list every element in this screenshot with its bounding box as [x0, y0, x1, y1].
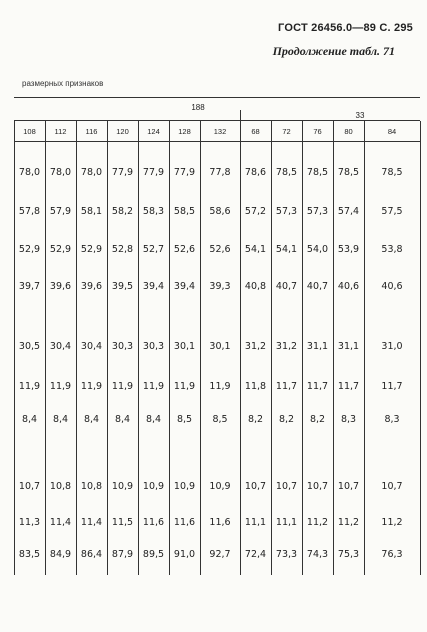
table-cell: 53,9: [337, 244, 360, 255]
table-cell: 10,7: [275, 481, 298, 492]
table-cell: 58,3: [142, 206, 165, 217]
table-cell: 78,0: [49, 167, 72, 178]
table-cell: 73,3: [275, 549, 298, 560]
table-cell: 58,1: [80, 206, 103, 217]
table-cell: 11,7: [275, 381, 298, 392]
table-top-rule: [14, 97, 420, 98]
column-divider: [420, 121, 421, 575]
table-cell: 77,8: [209, 167, 231, 178]
table-cell: 11,2: [381, 517, 403, 528]
table-cell: 52,6: [173, 244, 196, 255]
table-cell: 52,6: [209, 244, 231, 255]
table-cell: 87,9: [111, 549, 134, 560]
table-cell: 8,3: [340, 414, 357, 425]
table-cell: 8,2: [309, 414, 326, 425]
table-cell: 31,1: [306, 341, 329, 352]
table-cell: 78,5: [337, 167, 360, 178]
table-cell: 10,7: [244, 481, 267, 492]
table-cell: 92,7: [209, 549, 231, 560]
table-cell: 11,5: [111, 517, 134, 528]
table-cell: 11,9: [142, 381, 165, 392]
column-header-84: 84: [387, 127, 397, 136]
table-cell: 31,2: [275, 341, 298, 352]
table-cell: 78,6: [244, 167, 267, 178]
table-cell: 77,9: [142, 167, 165, 178]
table-cell: 39,4: [173, 281, 196, 292]
standard-header: ГОСТ 26456.0—89 С. 295: [278, 22, 413, 34]
table-cell: 8,4: [114, 414, 131, 425]
table-cell: 39,3: [209, 281, 231, 292]
table-cell: 74,3: [306, 549, 329, 560]
table-cell: 86,4: [80, 549, 103, 560]
table-cell: 54,1: [275, 244, 298, 255]
table-cell: 31,0: [381, 341, 403, 352]
table-continuation-title: Продолжение табл. 71: [272, 44, 395, 58]
table-cell: 11,7: [337, 381, 360, 392]
table-cell: 77,9: [173, 167, 196, 178]
table-cell: 10,9: [209, 481, 231, 492]
table-cell: 40,6: [381, 281, 403, 292]
table-cell: 58,5: [173, 206, 196, 217]
table-cell: 10,7: [18, 481, 41, 492]
table-cell: 11,6: [209, 517, 231, 528]
table-cell: 39,7: [18, 281, 41, 292]
table-cell: 30,1: [173, 341, 196, 352]
table-cell: 30,3: [142, 341, 165, 352]
table-cell: 11,4: [80, 517, 103, 528]
table-cell: 83,5: [18, 549, 41, 560]
column-header-112: 112: [54, 127, 67, 136]
table-cell: 53,8: [381, 244, 403, 255]
table-cell: 52,7: [142, 244, 165, 255]
table-cell: 8,4: [145, 414, 162, 425]
table-cell: 8,4: [83, 414, 100, 425]
table-cell: 11,9: [18, 381, 41, 392]
table-cell: 77,9: [111, 167, 134, 178]
column-header-80: 80: [344, 127, 353, 136]
table-cell: 57,5: [381, 206, 403, 217]
table-cell: 30,4: [80, 341, 103, 352]
group-header-rule-left: [14, 120, 240, 121]
table-cell: 78,5: [306, 167, 329, 178]
table-cell: 11,9: [49, 381, 72, 392]
table-cell: 57,2: [244, 206, 267, 217]
table-cell: 58,2: [111, 206, 134, 217]
table-cell: 39,4: [142, 281, 165, 292]
column-header-124: 124: [147, 127, 160, 136]
table-cell: 57,9: [49, 206, 72, 217]
table-cell: 30,5: [18, 341, 41, 352]
table-cell: 8,5: [212, 414, 228, 425]
column-header-rule: [14, 141, 420, 142]
table-cell: 57,8: [18, 206, 41, 217]
table-cell: 8,5: [176, 414, 193, 425]
table-cell: 11,2: [306, 517, 329, 528]
table-cell: 30,3: [111, 341, 134, 352]
table-cell: 57,4: [337, 206, 360, 217]
table-cell: 10,7: [306, 481, 329, 492]
table-caption: размерных признаков: [22, 79, 104, 88]
table-cell: 10,9: [173, 481, 196, 492]
table-cell: 39,6: [80, 281, 103, 292]
group-label-33: 33: [355, 111, 365, 120]
table-cell: 78,5: [381, 167, 403, 178]
table-cell: 11,3: [18, 517, 41, 528]
table-cell: 31,1: [337, 341, 360, 352]
table-cell: 52,9: [49, 244, 72, 255]
table-cell: 89,5: [142, 549, 165, 560]
table-cell: 10,9: [142, 481, 165, 492]
group-header-rule: [240, 120, 420, 121]
table-cell: 11,9: [209, 381, 231, 392]
table-cell: 11,8: [244, 381, 267, 392]
table-cell: 11,9: [80, 381, 103, 392]
table-cell: 75,3: [337, 549, 360, 560]
table-cell: 39,5: [111, 281, 134, 292]
column-header-128: 128: [178, 127, 191, 136]
table-cell: 30,1: [209, 341, 231, 352]
table-cell: 40,7: [275, 281, 298, 292]
table-cell: 10,7: [381, 481, 403, 492]
table-cell: 57,3: [275, 206, 298, 217]
table-cell: 78,5: [275, 167, 298, 178]
table-cell: 52,9: [80, 244, 103, 255]
table-cell: 8,2: [278, 414, 295, 425]
table-cell: 40,8: [244, 281, 267, 292]
column-header-72: 72: [282, 127, 291, 136]
table-cell: 11,7: [381, 381, 403, 392]
table-cell: 11,6: [173, 517, 196, 528]
table-cell: 10,9: [111, 481, 134, 492]
column-header-116: 116: [85, 127, 98, 136]
table-cell: 11,7: [306, 381, 329, 392]
column-header-76: 76: [313, 127, 322, 136]
table-cell: 11,4: [49, 517, 72, 528]
table-cell: 11,6: [142, 517, 165, 528]
table-cell: 11,2: [337, 517, 360, 528]
table-cell: 39,6: [49, 281, 72, 292]
table-cell: 54,0: [306, 244, 329, 255]
table-cell: 10,8: [80, 481, 103, 492]
column-header-68: 68: [251, 127, 260, 136]
table-cell: 72,4: [244, 549, 267, 560]
table-cell: 54,1: [244, 244, 267, 255]
table-cell: 11,9: [111, 381, 134, 392]
table-cell: 52,9: [18, 244, 41, 255]
table-cell: 10,8: [49, 481, 72, 492]
table-cell: 57,3: [306, 206, 329, 217]
table-cell: 11,1: [275, 517, 298, 528]
group-label-188: 188: [191, 103, 205, 112]
table-cell: 76,3: [381, 549, 403, 560]
table-cell: 11,1: [244, 517, 267, 528]
table-cell: 8,2: [247, 414, 264, 425]
table-cell: 8,4: [52, 414, 69, 425]
table-cell: 30,4: [49, 341, 72, 352]
table-cell: 31,2: [244, 341, 267, 352]
table-cell: 8,4: [21, 414, 38, 425]
table-cell: 58,6: [209, 206, 231, 217]
table-cell: 78,0: [18, 167, 41, 178]
table-cell: 8,3: [384, 414, 400, 425]
column-header-120: 120: [116, 127, 129, 136]
table-cell: 52,8: [111, 244, 134, 255]
table-cell: 10,7: [337, 481, 360, 492]
table-cell: 11,9: [173, 381, 196, 392]
table-cell: 84,9: [49, 549, 72, 560]
table-cell: 91,0: [173, 549, 196, 560]
column-header-108: 108: [23, 127, 36, 136]
table-cell: 78,0: [80, 167, 103, 178]
table-cell: 40,7: [306, 281, 329, 292]
table-cell: 40,6: [337, 281, 360, 292]
column-header-132: 132: [213, 127, 227, 136]
